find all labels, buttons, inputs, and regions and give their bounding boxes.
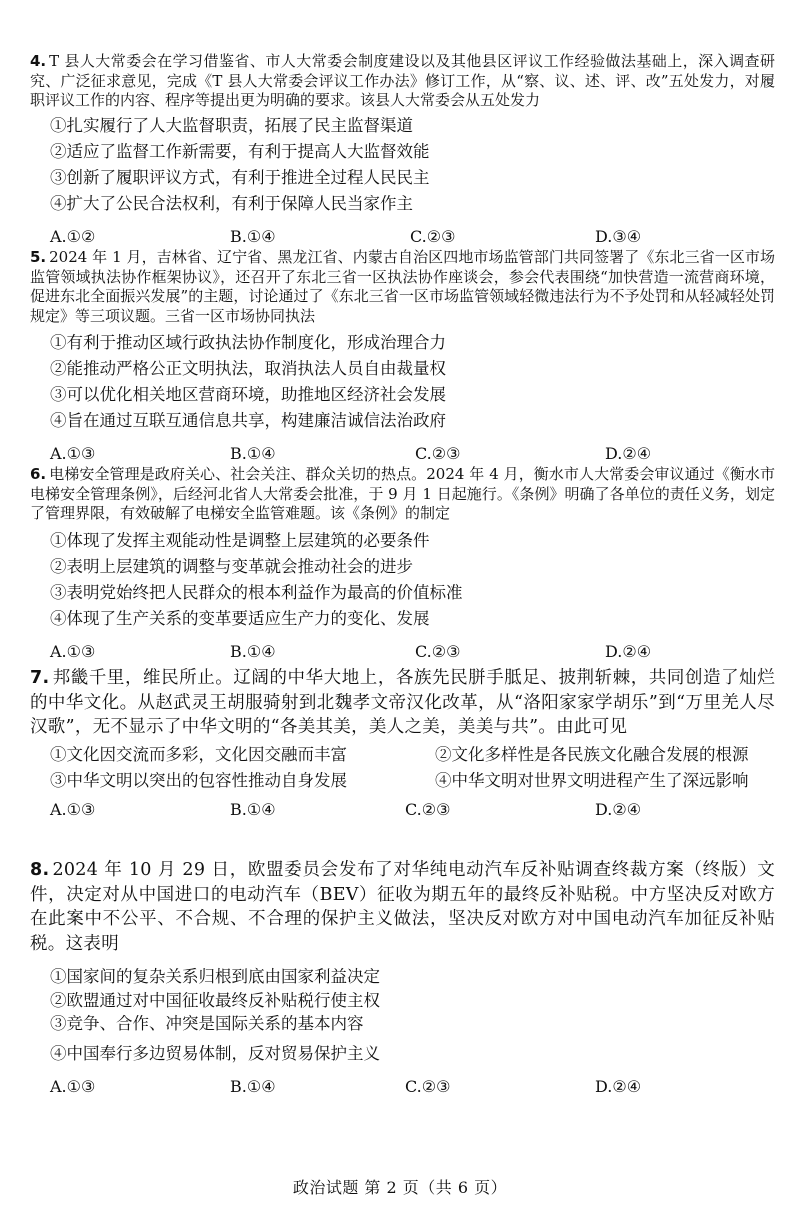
- answer-choices: [30, 638, 775, 666]
- answer-choices: [30, 440, 775, 468]
- question-number: 6.: [30, 465, 47, 483]
- option-2: ②适应了监督工作新需要，有利于提高人大监督效能: [50, 141, 430, 161]
- choice-b[interactable]: B.①④: [230, 444, 276, 463]
- question-number: 8.: [30, 860, 50, 880]
- option-4: ④体现了生产关系的变革要适应生产力的变化、发展: [50, 608, 430, 628]
- choice-a[interactable]: A.①③: [50, 641, 96, 661]
- option-1: ①扎实履行了人大监督职责，拓展了民主监督渠道: [50, 115, 413, 135]
- choice-b[interactable]: B.①④: [230, 226, 276, 246]
- question-stem: [30, 465, 775, 524]
- option-4: ④中国奉行多边贸易体制，反对贸易保护主义: [50, 1044, 380, 1063]
- choice-c[interactable]: C.②③: [410, 226, 456, 246]
- question-stem: [30, 666, 775, 740]
- choice-d[interactable]: D.②④: [595, 1077, 642, 1096]
- choice-d[interactable]: D.②④: [605, 641, 652, 661]
- choice-d[interactable]: D.②④: [605, 444, 652, 463]
- question-text: 2024 年 10 月 29 日，欧盟委员会发布了对华纯电动汽车反补贴调查终裁方案（终版）文件，决定对从中国进口的电动汽车（BEV）征收为期五年的最终反补贴税。中方坚决反对欧方在此案中不公平、不合规、不合理的保护主义做法，坚决反对欧方对中国电动汽车加征反补贴税。这表明: [30, 860, 775, 954]
- question-text: 邦畿千里，维民所止。辽阔的中华大地上，各族先民胼手胝足、披荆斩棘，共同创造了灿烂的中华文化。从赵武灵王胡服骑射到北魏孝文帝汉化改革，从“洛阳家家学胡乐”到“万里羌人尽汉歌”，无不显示了中华文明的“各美其美，美人之美，美美与共”。由此可见: [30, 668, 775, 737]
- question-stem: [30, 52, 775, 111]
- choice-a[interactable]: A.①③: [50, 1077, 96, 1096]
- option-3: ③表明党始终把人民群众的根本利益作为最高的价值标准: [50, 582, 463, 602]
- option-2: ②文化多样性是各民族文化融合发展的根源: [435, 744, 749, 764]
- option-1: ①体现了发挥主观能动性是调整上层建筑的必要条件: [50, 530, 430, 550]
- option-4: ④中华文明对世界文明进程产生了深远影响: [435, 770, 749, 790]
- choice-b[interactable]: B.①④: [230, 799, 276, 819]
- question-number: 7.: [30, 668, 50, 688]
- option-1: ①国家间的复杂关系归根到底由国家利益决定: [50, 967, 380, 986]
- choice-a[interactable]: A.①②: [50, 226, 96, 246]
- answer-choices: [30, 1073, 775, 1101]
- choice-d[interactable]: D.③④: [595, 226, 642, 246]
- question-8: [30, 858, 775, 1101]
- option-4: ④旨在通过互联互通信息共享，构建廉洁诚信法治政府: [50, 411, 446, 430]
- question-text: 电梯安全管理是政府关心、社会关注、群众关切的热点。2024 年 4 月，衡水市人大常委会审议通过《衡水市电梯安全管理条例》，后经河北省人大常委会批准，于 9 月 1 日起施行。《条例》明确了各单位的责任义务，划定了管理界限，有效破解了电梯安全监管难题。该《条例》的制定: [30, 465, 775, 522]
- option-2: ②能推动严格公正文明执法，取消执法人员自由裁量权: [50, 359, 446, 378]
- question-stem: [30, 248, 775, 326]
- choice-a[interactable]: A.①③: [50, 444, 96, 463]
- option-row-1: [30, 742, 775, 768]
- choice-b[interactable]: B.①④: [230, 1077, 276, 1096]
- option-1: ①有利于推动区域行政执法协作制度化，形成治理合力: [50, 333, 446, 352]
- option-2: ②表明上层建筑的调整与变革就会推动社会的进步: [50, 556, 413, 576]
- option-4: ④扩大了公民合法权利，有利于保障人民当家作主: [50, 193, 413, 213]
- question-text: 2024 年 1 月，吉林省、辽宁省、黑龙江省、内蒙古自治区四地市场监管部门共同签署了《东北三省一区市场监管领域执法协作框架协议》，还召开了东北三省一区执法协作座谈会，参会代表围绕“加快营造一流营商环境，促进东北全面振兴发展”的主题，讨论通过了《东北三省一区市场监管领域轻微违法行为不予处罚和从轻减轻处罚规定》等三项议题。三省一区市场协同执法: [30, 248, 775, 325]
- question-7: [30, 666, 775, 824]
- option-3: ③中华文明以突出的包容性推动自身发展: [50, 770, 347, 790]
- answer-choices: [30, 223, 775, 251]
- question-5: [30, 248, 775, 468]
- question-number: 5.: [30, 248, 47, 266]
- option-3: ③创新了履职评议方式，有利于推进全过程人民民主: [50, 167, 430, 187]
- choice-c[interactable]: C.②③: [405, 799, 451, 819]
- question-6: [30, 465, 775, 666]
- question-4: [30, 52, 775, 251]
- choice-a[interactable]: A.①③: [50, 799, 96, 819]
- question-text: T 县人大常委会在学习借鉴省、市人大常委会制度建设以及其他县区评议工作经验做法基础上，深入调查研究、广泛征求意见，完成《T 县人大常委会评议工作办法》修订工作，从“察、议、述、评、改”五处发力，对履职评议工作的内容、程序等提出更为明确的要求。该县人大常委会从五处发力: [30, 52, 775, 109]
- option-3: ③竞争、合作、冲突是国际关系的基本内容: [50, 1014, 364, 1033]
- choice-c[interactable]: C.②③: [415, 641, 461, 661]
- option-1: ①文化因交流而多彩，文化因交融而丰富: [50, 744, 347, 764]
- answer-choices: [30, 796, 775, 824]
- choice-c[interactable]: C.②③: [405, 1077, 451, 1096]
- question-stem: [30, 858, 775, 956]
- choice-d[interactable]: D.②④: [595, 799, 642, 819]
- choice-b[interactable]: B.①④: [230, 641, 276, 661]
- choice-c[interactable]: C.②③: [415, 444, 461, 463]
- option-3: ③可以优化相关地区营商环境，助推地区经济社会发展: [50, 385, 446, 404]
- question-number: 4.: [30, 52, 47, 70]
- option-row-2: [30, 768, 775, 794]
- page-footer: 政治试题 第 2 页（共 6 页）: [292, 1178, 508, 1197]
- option-2: ②欧盟通过对中国征收最终反补贴税行使主权: [50, 991, 380, 1010]
